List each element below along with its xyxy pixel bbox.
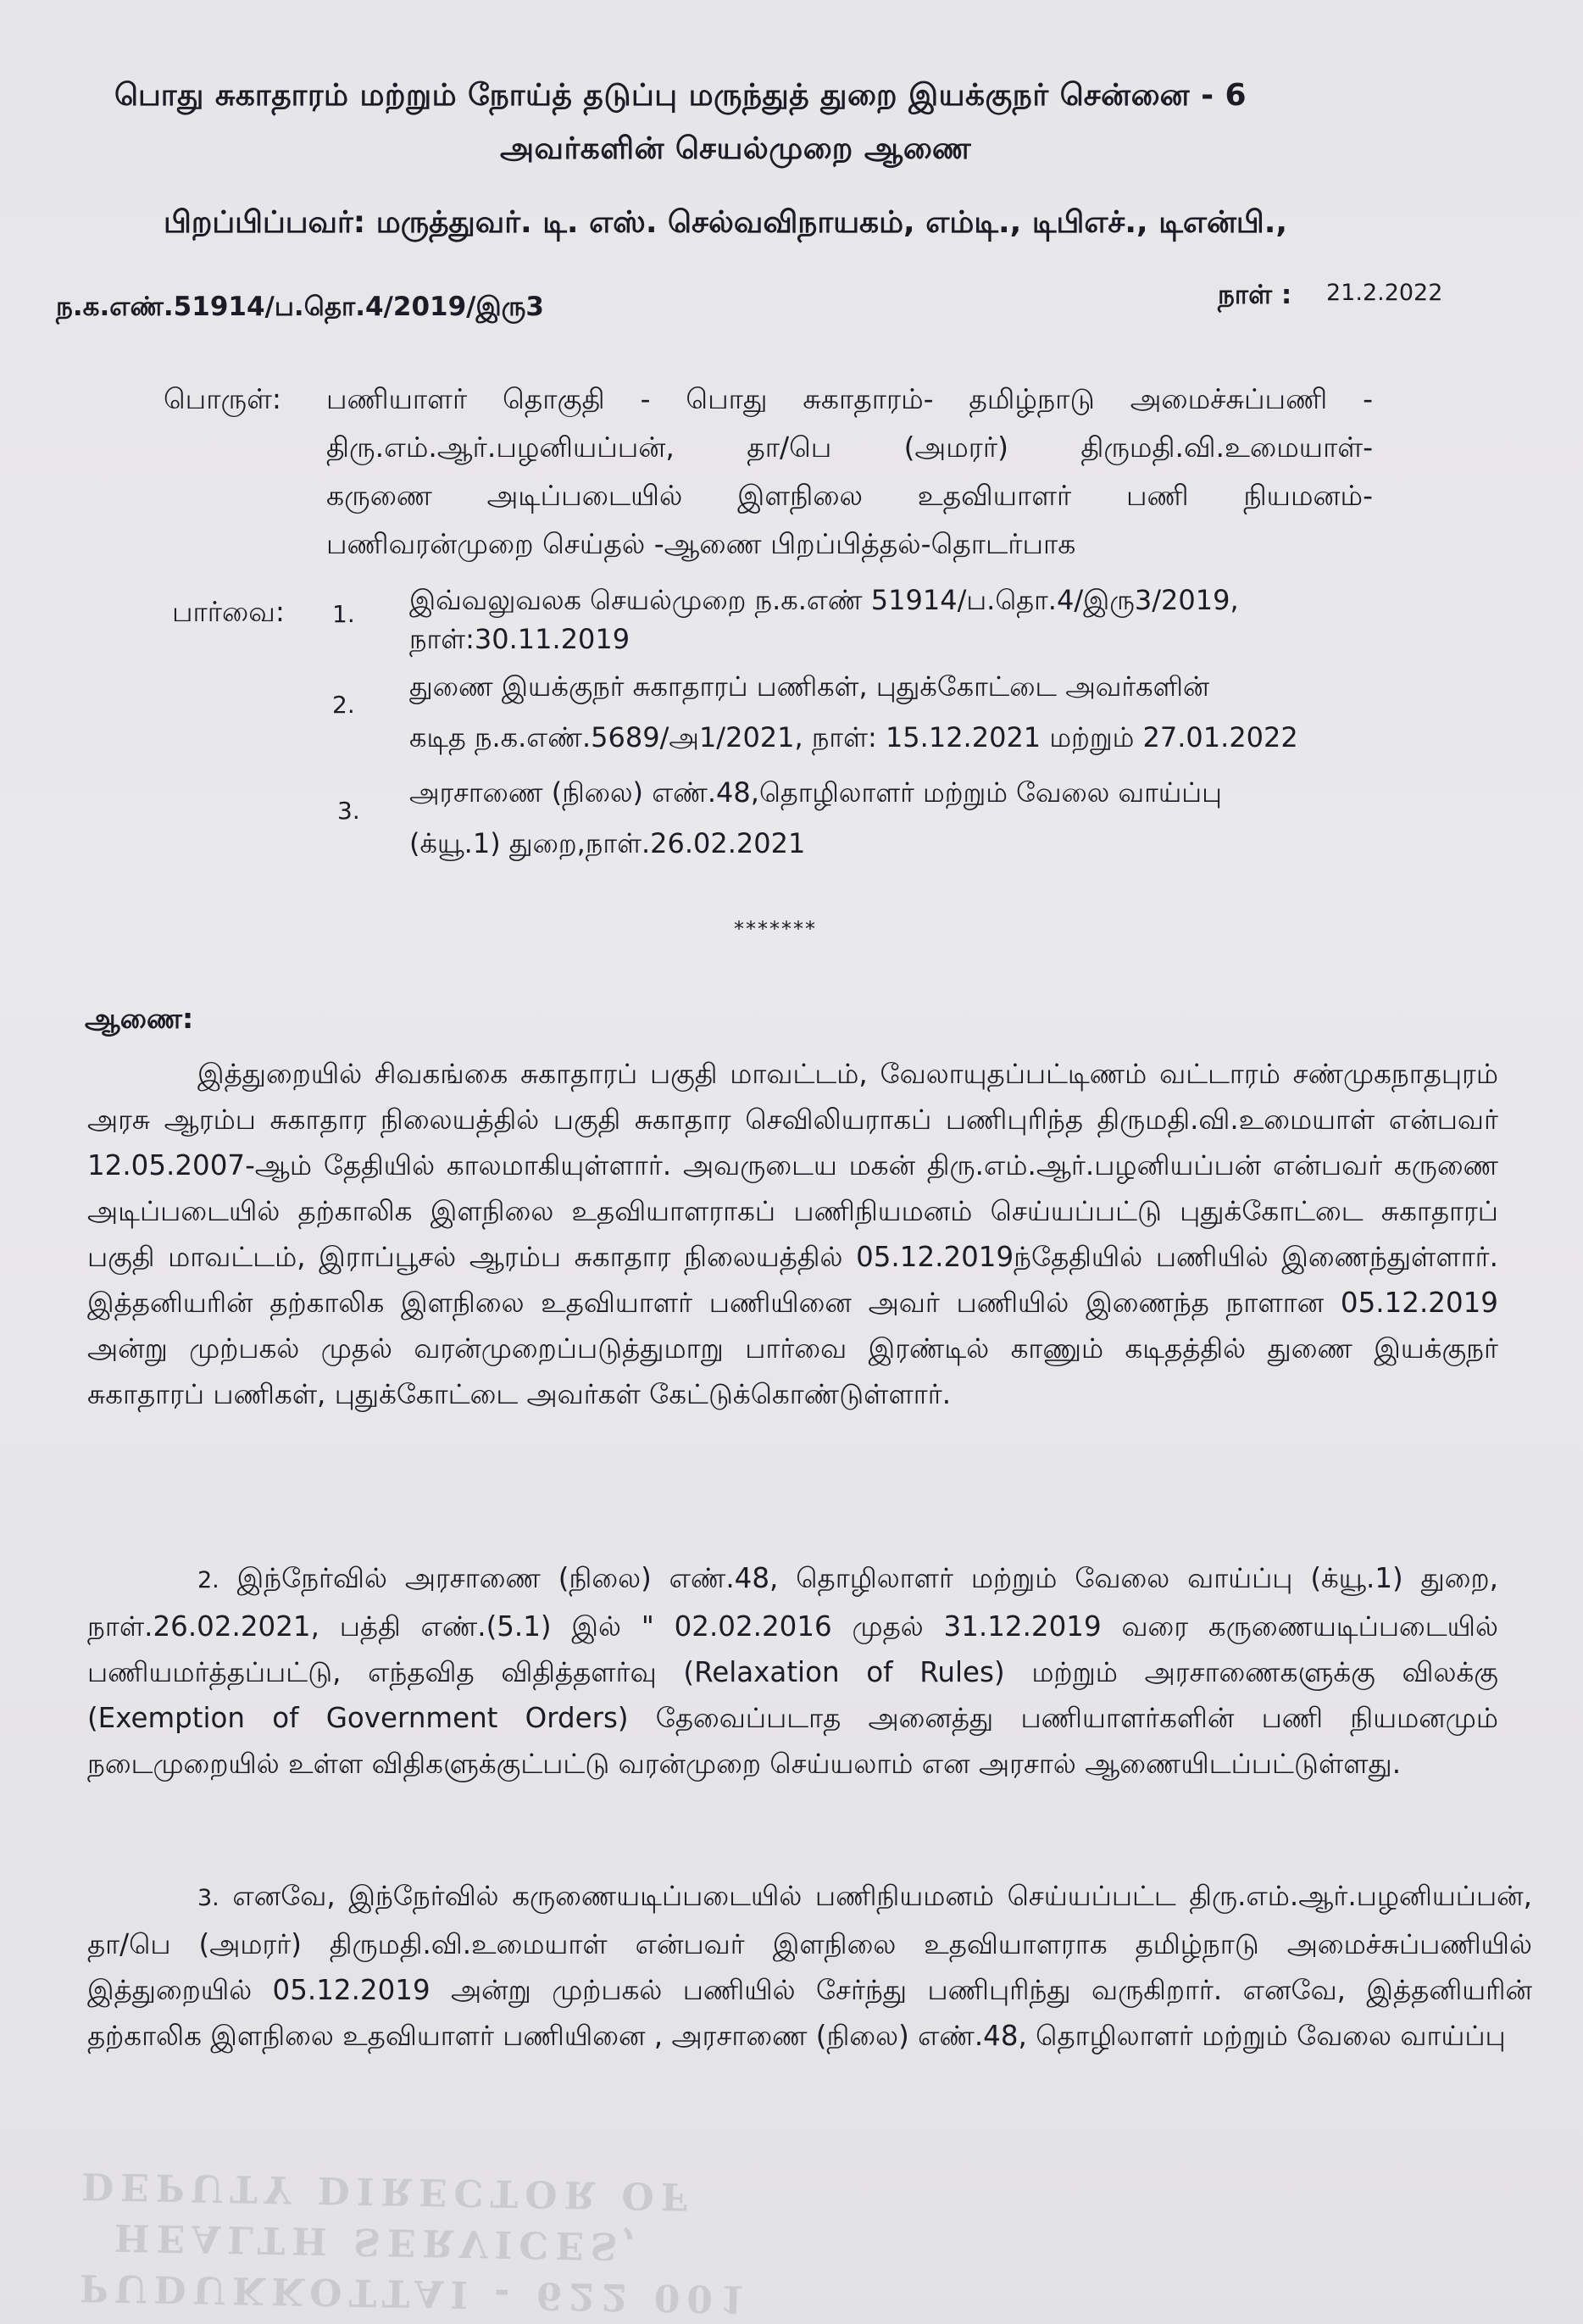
order-paragraph-1 xyxy=(87,1051,1498,1417)
reference-line: இவ்வலுவலக செயல்முறை ந.க.எண் 51914/ப.தொ.4/இரு3/2019, xyxy=(409,584,1239,616)
paragraph-number: 2. xyxy=(197,1567,219,1593)
reference-line: (க்யூ.1) துறை,நாள்.26.02.2021 xyxy=(409,827,806,859)
reference-item-2 xyxy=(409,661,1375,763)
reference-line: கடித ந.க.எண்.5689/அ1/2021, நாள்: 15.12.2021 மற்றும் 27.01.2022 xyxy=(409,721,1298,753)
reference-line: துணை இயக்குநர் சுகாதாரப் பணிகள், புதுக்கோட்டை அவர்களின் xyxy=(409,670,1209,703)
subject-line: திரு.எம்.ஆர்.பழனியப்பன், தா/பெ (அமரர்) திருமதி.வி.உமையாள்- xyxy=(326,431,1373,464)
paragraph-text: இத்துறையில் சிவகங்கை சுகாதாரப் பகுதி மாவட்டம், வேலாயுதப்பட்டிணம் வட்டாரம் சண்முகநாதபுரம் அரசு ஆரம்ப சுகாதார நிலையத்தில் பகுதி சுகாதார செவிலியராகப் பணிபுரிந்த திருமதி.வி.உமையாள் என்பவர் 12.05.2007-ஆம் தேதியில் காலமாகியுள்ளார். அவருடைய மகன் திரு.எம்.ஆர்.பழனியப்பன் என்பவர் கருணை அடிப்படையில் தற்காலிக இளநிலை உதவியாளராகப் பணிநியமனம் செய்யப்பட்டு புதுக்கோட்டை சுகாதாரப் பகுதி மாவட்டம், இராப்பூசல் ஆரம்ப சுகாதார நிலையத்தில் 05.12.2019ந்தேதியில் பணியில் இணைந்துள்ளார். இத்தனியரின் தற்காலிக இளநிலை உதவியாளர் பணியினை அவர் பணியில் இணைந்த நாளான 05.12.2019 அன்று முற்பகல் முதல் வரன்முறைப்படுத்துமாறு பார்வை இரண்டில் காணும் கடிதத்தில் துணை இயக்குநர் சுகாதாரப் பணிகள், புதுக்கோட்டை அவர்கள் கேட்டுக்கொண்டுள்ளார். xyxy=(87,1058,1498,1410)
reference-number-3: 3. xyxy=(337,797,360,825)
subject-line: கருணை அடிப்படையில் இளநிலை உதவியாளர் பணி நியமனம்- xyxy=(326,479,1373,512)
paragraph-text: எனவே, இந்நேர்வில் கருணையடிப்படையில் பணிநியமனம் செய்யப்பட்ட திரு.எம்.ஆர்.பழனியப்பன், தா/பெ (அமரர்) திருமதி.வி.உமையாள் என்பவர் இளநிலை உதவியாளராக தமிழ்நாடு அமைச்சுப்பணியில் இத்துறையில் 05.12.2019 அன்று முற்பகல் பணியில் சேர்ந்து பணிபுரிந்து வருகிறார். எனவே, இத்தனியரின் தற்காலிக இளநிலை உதவியாளர் பணியினை , அரசாணை (நிலை) எண்.48, தொழிலாளர் மற்றும் வேலை வாய்ப்பு xyxy=(87,1880,1532,2052)
reference-number-2: 2. xyxy=(332,691,355,719)
stamp-line: DEPUTY DIRECTOR OF xyxy=(81,2164,695,2218)
date-label: நாள் : xyxy=(1218,280,1292,310)
stamp-line: PUDUKKOTTAI - 622 001 xyxy=(79,2266,753,2321)
reference-line: அரசாணை (நிலை) எண்.48,தொழிலாளர் மற்றும் வேலை வாய்ப்பு xyxy=(409,776,1222,809)
reference-number: ந.க.எண்.51914/ப.தொ.4/2019/இரு3 xyxy=(56,292,544,322)
reference-item-1 xyxy=(409,575,1299,664)
title-line-1: பொது சுகாதாரம் மற்றும் நோய்த் தடுப்பு மருந்துத் துறை இயக்குநர் சென்னை - 6 xyxy=(114,78,1247,113)
date-value: 21.2.2022 xyxy=(1326,280,1443,306)
bleed-through-stamp xyxy=(79,2160,754,2324)
subject-block xyxy=(326,375,1373,568)
reference-line: நாள்:30.11.2019 xyxy=(409,623,630,655)
reference-number-1: 1. xyxy=(332,600,355,628)
stamp-line: HEALTH SERVICES, xyxy=(114,2215,643,2268)
issuer-line: பிறப்பிப்பவர்: மருத்துவர். டி. எஸ். செல்வவிநாயகம், எம்டி., டிபிஎச்., டிஎன்பி., xyxy=(164,205,1288,240)
subject-line: பணிவரன்முறை செய்தல் -ஆணை பிறப்பித்தல்-தொடர்பாக xyxy=(326,527,1076,560)
subject-line: பணியாளர் தொகுதி - பொது சுகாதாரம்- தமிழ்நாடு அமைச்சுப்பணி - xyxy=(326,382,1373,415)
paragraph-text: இந்நேர்வில் அரசாணை (நிலை) எண்.48, தொழிலாளர் மற்றும் வேலை வாய்ப்பு (க்யூ.1) துறை, நாள்.26.02.2021, பத்தி எண்.(5.1) இல் " 02.02.2016 முதல் 31.12.2019 வரை கருணையடிப்படையில் பணியமர்த்தப்பட்டு, எந்தவித விதித்தளர்வு (Relaxation of Rules) மற்றும் அரசாணைகளுக்கு விலக்கு (Exemption of Government Orders) தேவைப்படாத அனைத்து பணியாளர்களின் பணி நியமனமும் நடைமுறையில் உள்ள விதிகளுக்குட்பட்டு வரன்முறை செய்யலாம் என அரசால் ஆணையிடப்பட்டுள்ளது. xyxy=(87,1562,1498,1780)
order-heading: ஆணை: xyxy=(85,1002,194,1035)
section-separator: ******* xyxy=(734,917,817,941)
references-label: பார்வை: xyxy=(172,595,285,628)
title-line-2: அவர்களின் செயல்முறை ஆணை xyxy=(500,131,972,166)
order-paragraph-3 xyxy=(87,1873,1532,2059)
paragraph-number: 3. xyxy=(197,1885,219,1911)
subject-label: பொருள்: xyxy=(164,382,281,415)
order-paragraph-2 xyxy=(87,1555,1498,1787)
reference-item-3 xyxy=(409,767,1375,869)
